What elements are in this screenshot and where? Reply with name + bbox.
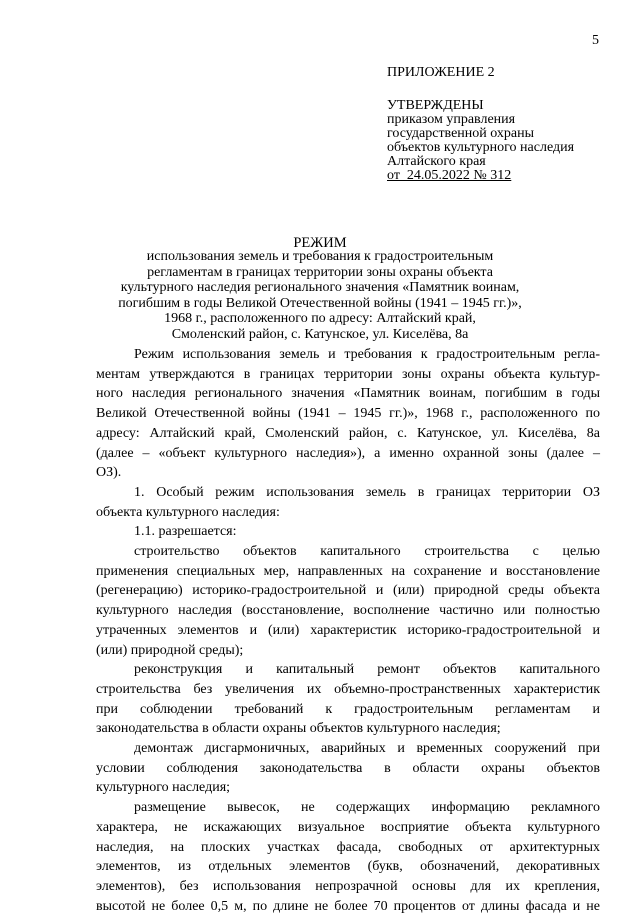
body-line: Великой Отечественной войны (1941 – 1945 гг.)», 1968 г., расположенного по <box>96 406 600 422</box>
subtitle-line: 1968 г., расположенного по адресу: Алтайский край, <box>164 311 476 326</box>
body-line: ОЗ). <box>96 465 122 481</box>
approval-line: объектов культурного наследия <box>387 140 575 155</box>
body-line: 1. Особый режим использования земель в границах территории ОЗ <box>134 484 600 500</box>
body-line: высотой не более 0,5 м, по длине не более 70 процентов от длины фасада и не <box>96 898 600 914</box>
body-line: строительства без увеличения их объемно-пространственных характеристик <box>96 681 600 697</box>
body-line: (или) природной среды); <box>96 642 244 658</box>
body-line: утраченных элементов и (или) характеристик историко-градостроительной и <box>96 622 600 638</box>
body-line: при соблюдении требований к градостроительным регламентам и <box>96 701 600 717</box>
subtitle-line: Смоленский район, с. Катунское, ул. Киселёва, 8а <box>171 326 469 342</box>
body-line: (регенерацию) историко-градостроительной и (или) природной среды объекта <box>96 583 600 599</box>
body-line: демонтаж дисгармоничных, аварийных и временных сооружений при <box>134 741 600 757</box>
approval-line: Алтайского края <box>387 154 486 169</box>
body-text <box>96 345 600 916</box>
body-line: законодательства в области охраны объектов культурного наследия; <box>96 721 501 737</box>
subtitle-line: регламентам в границах территории зоны охраны объекта <box>147 264 493 280</box>
body-line: Режим использования земель и требования к градостроительным регла- <box>134 347 600 362</box>
body-line: строительство объектов капитального строительства с целью <box>134 544 600 560</box>
body-line: 1.1. разрешается: <box>134 524 237 540</box>
body-line: наследия, на плоских участках фасада, свободных от архитектурных <box>96 839 600 855</box>
body-line: характера, не искажающих визуальное восприятие объекта культурного <box>96 819 600 835</box>
appendix-label: ПРИЛОЖЕНИЕ 2 <box>387 65 495 80</box>
document-subtitle <box>100 249 540 342</box>
body-line: размещение вывесок, не содержащих информацию рекламного <box>134 800 600 816</box>
approval-date: от 24.05.2022 № 312 <box>387 168 512 183</box>
body-line: применения специальных мер, направленных на сохранение и восстановление <box>96 563 600 579</box>
body-line: культурного наследия (восстановление, восполнение частично или полностью <box>96 603 600 619</box>
approval-line: приказом управления <box>387 112 516 127</box>
body-line: ного наследия регионального значения «Памятник воинам, погибшим в годы <box>96 386 600 402</box>
body-line: элементов), без использования непрозрачной основы для их крепления, <box>96 878 600 894</box>
subtitle-line: использования земель и требования к градостроительным <box>146 249 494 264</box>
body-line: адресу: Алтайский край, Смоленский район, с. Катунское, ул. Киселёва, 8а <box>96 425 600 441</box>
body-line: (далее – «объект культурного наследия»), а именно охранной зоны (далее – <box>96 445 600 461</box>
approval-block <box>387 99 574 183</box>
body-line: элементов, из отдельных элементов (букв, обозначений, декоративных <box>96 859 600 875</box>
page-number: 5 <box>592 33 599 48</box>
subtitle-line: культурного наследия регионального значения «Памятник воинам, <box>120 280 520 295</box>
body-line: объекта культурного наследия: <box>96 504 280 520</box>
body-line: культурного наследия; <box>96 780 231 796</box>
document-title: РЕЖИМ <box>293 235 347 251</box>
approval-line: государственной охраны <box>387 126 535 141</box>
subtitle-line: погибшим в годы Великой Отечественной войны (1941 – 1945 гг.)», <box>118 295 522 311</box>
body-line: ментам утверждаются в границах территории зоны охраны объекта культур- <box>96 366 600 382</box>
body-line: условии соблюдения законодательства в области охраны объектов <box>96 760 600 776</box>
body-line: реконструкция и капитальный ремонт объектов капитального <box>134 662 600 678</box>
approval-heading: УТВЕРЖДЕНЫ <box>387 98 484 113</box>
